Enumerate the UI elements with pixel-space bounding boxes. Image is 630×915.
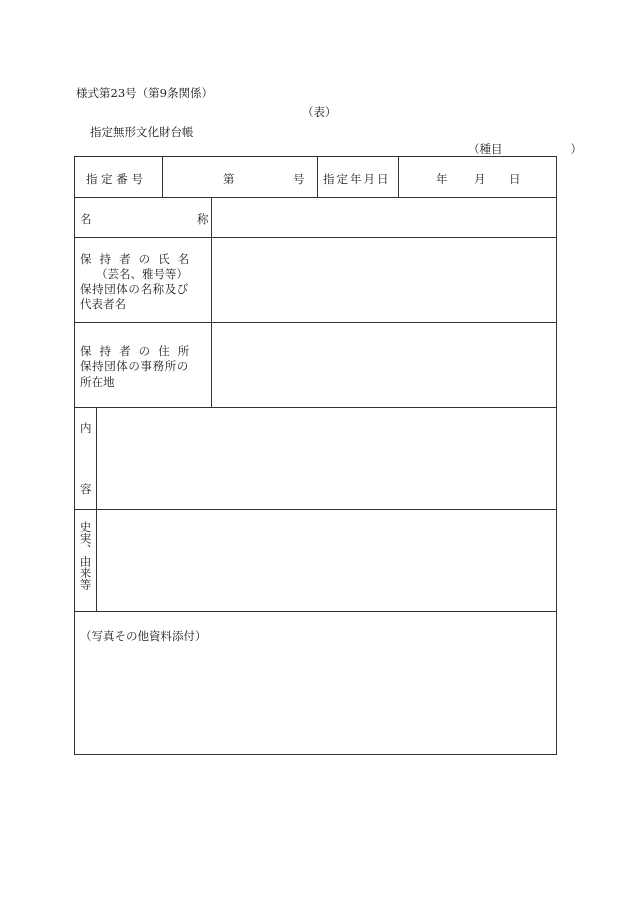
col-divider: [317, 156, 318, 197]
content-label-bottom: 容: [80, 482, 92, 496]
holder-group-name-label: 保持団体の名称及び: [80, 282, 189, 296]
col-divider: [398, 156, 399, 197]
category-open: （種目: [468, 142, 503, 156]
name-label-left: 名: [80, 212, 92, 226]
category-field: [468, 141, 582, 157]
form-number: 様式第23号（第9条関係）: [76, 86, 213, 100]
holder-name-label: 保 持 者 の 氏 名: [80, 252, 192, 266]
row-divider: [74, 197, 557, 198]
row-divider: [74, 611, 557, 612]
name-label-right: 称: [197, 212, 209, 226]
date-day: 日: [509, 172, 521, 186]
row-divider: [74, 509, 557, 510]
date-month: 月: [474, 172, 486, 186]
photo-attachment-note: （写真その他資料添付）: [80, 629, 207, 643]
document-title: 指定無形文化財台帳: [90, 125, 194, 139]
date-year: 年: [436, 172, 448, 186]
row-divider: [74, 237, 557, 238]
category-close: ）: [570, 142, 582, 156]
group-office-label: 保持団体の事務所の: [80, 359, 189, 373]
representative-label: 代表者名: [80, 297, 126, 311]
location-label: 所在地: [80, 375, 115, 389]
col-divider: [211, 197, 212, 407]
register-table: [74, 156, 557, 755]
side-label: （表）: [302, 105, 337, 119]
col-divider: [96, 407, 97, 611]
number-prefix: 第: [223, 172, 235, 186]
number-suffix: 号: [293, 172, 305, 186]
history-label: 史実、由来等: [78, 521, 93, 590]
content-label-top: 内: [80, 421, 92, 435]
row-divider: [74, 322, 557, 323]
designation-date-label: 指定年月日: [323, 172, 391, 186]
holder-name-alias: （芸名、雅号等）: [96, 267, 188, 281]
holder-address-label: 保 持 者 の 住 所: [80, 344, 192, 358]
row-divider: [74, 407, 557, 408]
designation-number-label: 指 定 番 号: [86, 172, 143, 186]
col-divider: [162, 156, 163, 197]
